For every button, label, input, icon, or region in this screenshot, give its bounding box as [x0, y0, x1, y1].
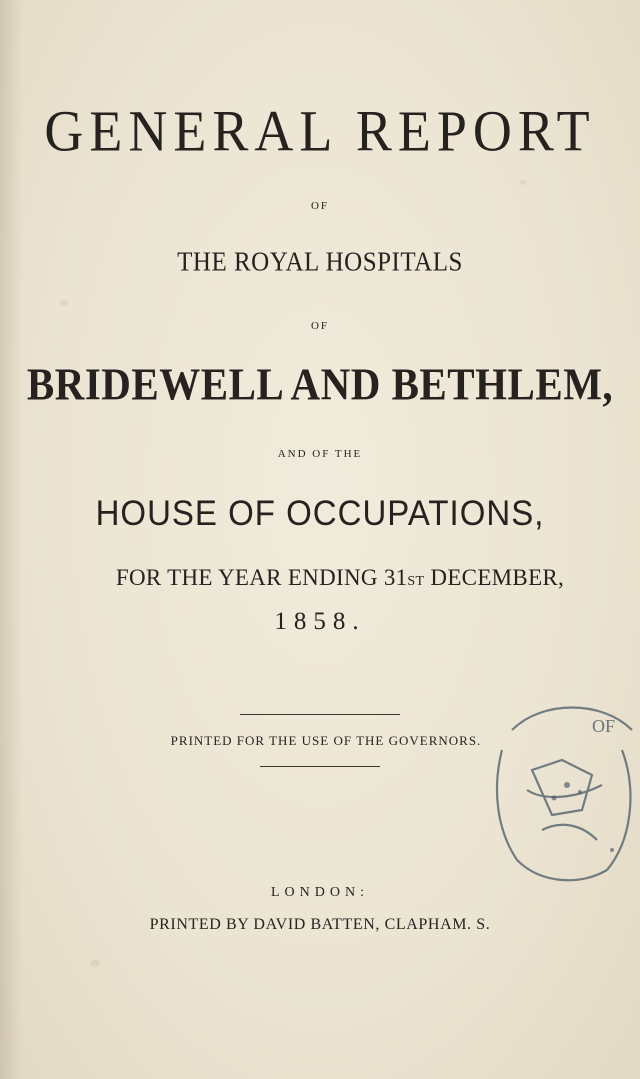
connector-of: OF	[310, 200, 330, 212]
reporting-period	[20, 565, 640, 591]
period-prefix: FOR THE YEAR ENDING 31	[115, 565, 408, 590]
house-of-occupations: HOUSE OF OCCUPATIONS,	[95, 492, 545, 533]
period-suffix: DECEMBER,	[424, 565, 565, 590]
connector-and-of-the: AND OF THE	[277, 448, 363, 460]
divider-rule	[240, 714, 400, 715]
connector-of: OF	[310, 320, 330, 332]
period-ordinal: ST	[407, 574, 425, 589]
report-year: 1858.	[274, 608, 366, 635]
printed-for-line: PRINTED FOR THE USE OF THE GOVERNORS.	[170, 733, 482, 748]
foxing-spot	[90, 960, 100, 967]
library-stamp-icon	[472, 690, 640, 900]
stamp-text: OF	[592, 716, 616, 736]
foxing-spot	[520, 180, 526, 185]
foxing-spot	[60, 300, 68, 306]
institution-name: BRIDEWELL AND BETHLEM,	[26, 358, 614, 410]
place-of-printing: LONDON:	[271, 885, 369, 900]
subtitle-royal-hospitals: THE ROYAL HOSPITALS	[177, 247, 463, 278]
printer-line: PRINTED BY DAVID BATTEN, CLAPHAM. S.	[149, 916, 491, 933]
report-title: GENERAL REPORT	[44, 98, 596, 164]
divider-rule	[260, 766, 380, 767]
